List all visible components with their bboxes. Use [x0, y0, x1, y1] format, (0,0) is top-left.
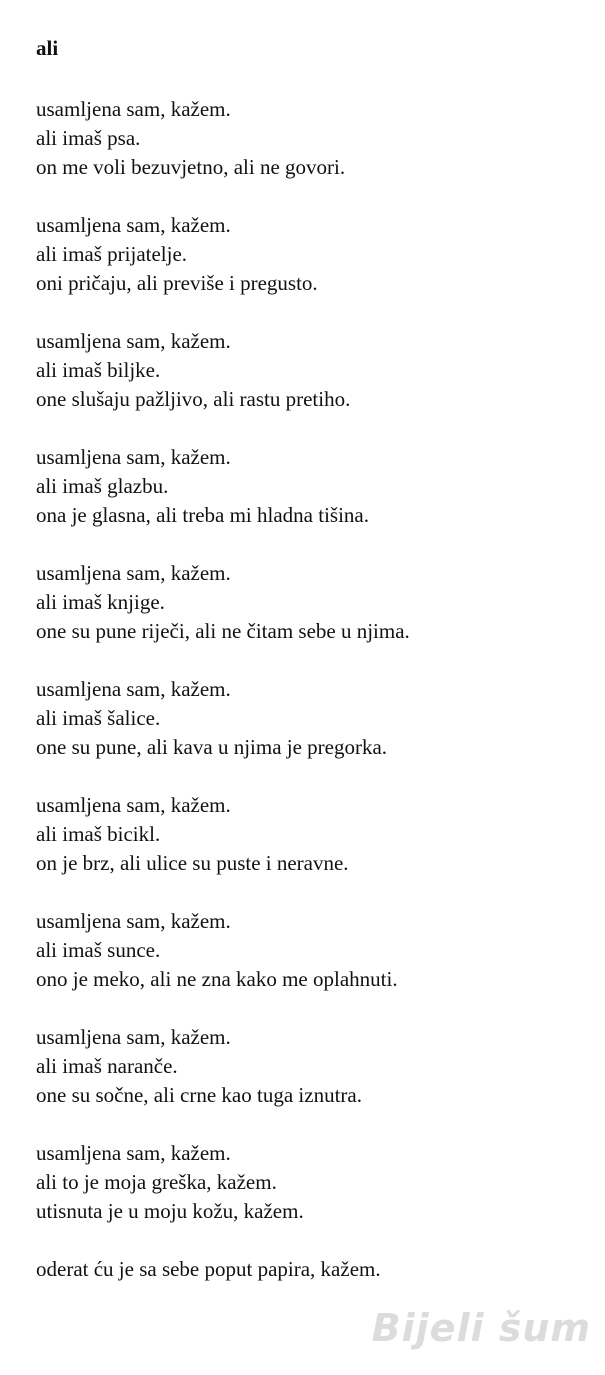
poem-line: ali imaš psa. — [36, 126, 141, 150]
poem-line: oni pričaju, ali previše i pregusto. — [36, 271, 318, 295]
poem-line: usamljena sam, kažem. — [36, 1141, 231, 1165]
poem-line: usamljena sam, kažem. — [36, 793, 231, 817]
stanza — [36, 95, 576, 182]
poem-line: ali to je moja greška, kažem. — [36, 1170, 277, 1194]
stanza — [36, 443, 576, 530]
poem-line: ali imaš knjige. — [36, 590, 165, 614]
poem-line: utisnuta je u moju kožu, kažem. — [36, 1199, 304, 1223]
stanza — [36, 791, 576, 878]
poem-line: ali imaš prijatelje. — [36, 242, 188, 266]
poem-line: usamljena sam, kažem. — [36, 1025, 231, 1049]
poem-line: one slušaju pažljivo, ali rastu pretiho. — [36, 387, 351, 411]
stanza — [36, 1255, 576, 1284]
stanza — [36, 1023, 576, 1110]
stanza — [36, 1139, 576, 1226]
poem-line: one su sočne, ali crne kao tuga iznutra. — [36, 1083, 362, 1107]
poem-line: usamljena sam, kažem. — [36, 329, 231, 353]
poem-body — [36, 95, 576, 1313]
poem-line: ali imaš sunce. — [36, 938, 161, 962]
poem-line: on je brz, ali ulice su puste i neravne. — [36, 851, 349, 875]
poem-line: usamljena sam, kažem. — [36, 677, 231, 701]
poem-line: usamljena sam, kažem. — [36, 909, 231, 933]
poem-line: ali imaš naranče. — [36, 1054, 178, 1078]
poem-line: ali imaš biljke. — [36, 358, 161, 382]
poem-line: oderat ću je sa sebe poput papira, kažem. — [36, 1257, 381, 1281]
poem-line: ono je meko, ali ne zna kako me oplahnuti. — [36, 967, 398, 991]
poem-line: usamljena sam, kažem. — [36, 97, 231, 121]
poem-line: ali imaš šalice. — [36, 706, 161, 730]
watermark-logo: Bijeli šum — [371, 1306, 591, 1350]
stanza — [36, 327, 576, 414]
poem-line: usamljena sam, kažem. — [36, 561, 231, 585]
stanza — [36, 211, 576, 298]
poem-line: usamljena sam, kažem. — [36, 445, 231, 469]
stanza — [36, 559, 576, 646]
poem-line: usamljena sam, kažem. — [36, 213, 231, 237]
stanza — [36, 907, 576, 994]
poem-line: on me voli bezuvjetno, ali ne govori. — [36, 155, 346, 179]
poem-line: ali imaš glazbu. — [36, 474, 169, 498]
stanza — [36, 675, 576, 762]
poem-line: ali imaš bicikl. — [36, 822, 161, 846]
poem-title: ali — [36, 36, 59, 60]
poem-line: one su pune riječi, ali ne čitam sebe u njima. — [36, 619, 410, 643]
poem-line: ona je glasna, ali treba mi hladna tišina. — [36, 503, 369, 527]
poem-line: one su pune, ali kava u njima je pregorka. — [36, 735, 388, 759]
